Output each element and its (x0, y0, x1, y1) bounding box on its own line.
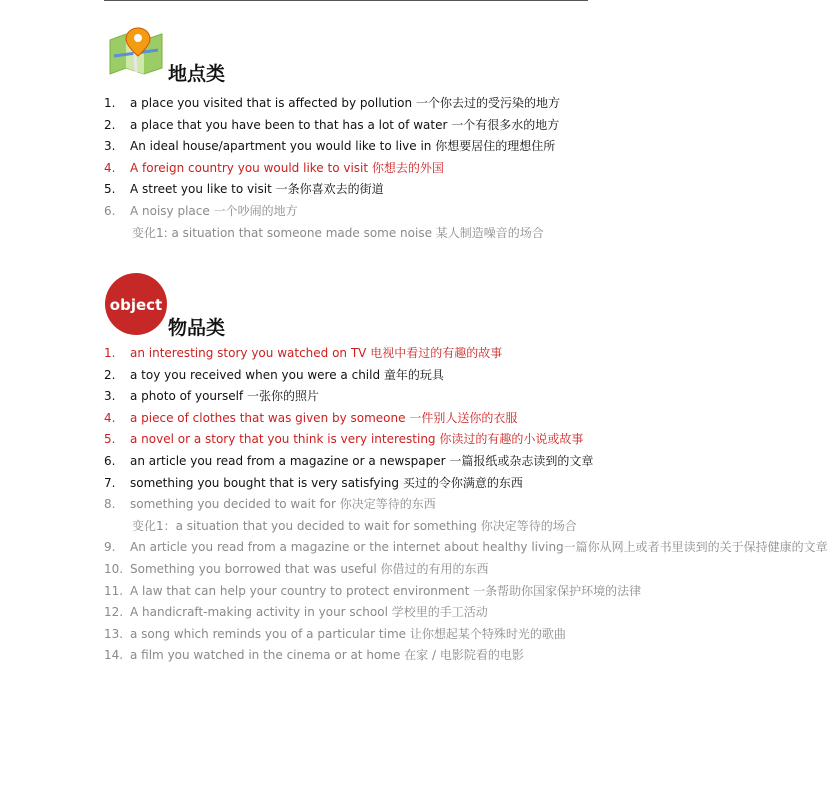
top-divider (104, 0, 588, 1)
list-item: 2. a place that you have been to that has a lot of water 一个有很多水的地方 (104, 117, 560, 132)
list-item: 4. A foreign country you would like to visit 你想去的外国 (104, 160, 444, 175)
list-item: 3. An ideal house/apartment you would like to live in 你想要居住的理想住所 (104, 139, 556, 154)
places-section-title: 地点类 (168, 63, 226, 85)
list-item: 10. Something you borrowed that was useful 你借过的有用的东西 (104, 561, 489, 576)
list-item: 2. a toy you received when you were a child 童年的玩具 (104, 367, 444, 382)
variant-note: 变化1：a situation that you decided to wait for something 你决定等待的场合 (132, 518, 577, 533)
list-item: 3. a photo of yourself 一张你的照片 (104, 389, 319, 404)
list-item: 8. something you decided to wait for 你决定等待的东西 (104, 497, 436, 512)
list-item: 14. a film you watched in the cinema or at home 在家 / 电影院看的电影 (104, 648, 524, 663)
list-item: 12. A handicraft-making activity in your school 学校里的手工活动 (104, 605, 488, 620)
places-list (104, 93, 614, 244)
map-pin-icon (108, 26, 164, 74)
list-item: 1. an interesting story you watched on TV 电视中看过的有趣的故事 (104, 346, 503, 360)
variant-note: 变化1: a situation that someone made some noise 某人制造噪音的场合 (132, 225, 544, 240)
list-item: 13. a song which reminds you of a particular time 让你想起某个特殊时光的歌曲 (104, 626, 566, 641)
objects-list (104, 343, 828, 667)
list-item: 11. A law that can help your country to protect environment 一条帮助你国家保护环境的法律 (104, 583, 642, 598)
svg-text:object: object (109, 296, 163, 314)
list-item: 9. An article you read from a magazine or the internet about healthy living一篇你从网上或者书里读到的关于保持健康的文章 (104, 540, 828, 555)
list-item: 7. something you bought that is very satisfying 买过的令你满意的东西 (104, 475, 523, 490)
object-badge-icon (104, 272, 168, 336)
list-item: 4. a piece of clothes that was given by someone 一件别人送你的衣服 (104, 410, 518, 425)
list-item: 5. A street you like to visit 一条你喜欢去的街道 (104, 182, 384, 197)
list-item: 1. a place you visited that is affected by pollution 一个你去过的受污染的地方 (104, 96, 560, 110)
list-item: 5. a novel or a story that you think is very interesting 你读过的有趣的小说或故事 (104, 432, 584, 447)
objects-section-title: 物品类 (168, 317, 226, 339)
list-item: 6. an article you read from a magazine or a newspaper 一篇报纸或杂志读到的文章 (104, 453, 594, 468)
list-item: 6. A noisy place 一个吵闹的地方 (104, 203, 298, 218)
